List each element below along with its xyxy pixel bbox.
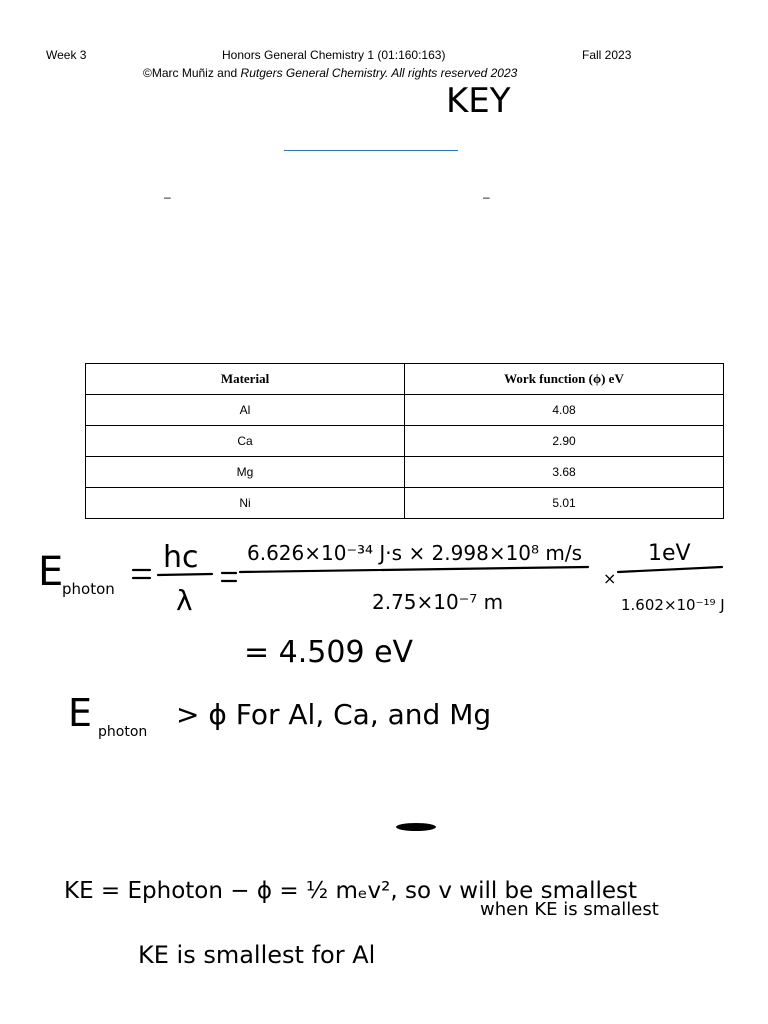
eq1-conv-num: 1eV	[648, 541, 691, 566]
eq3-line1: KE = Ephoton − ϕ = ½ mₑv², so v will be smallest	[64, 878, 638, 904]
blank-dash-1: –	[164, 190, 171, 204]
equals-sign	[133, 570, 150, 578]
cell-material: Ni	[86, 488, 405, 519]
cell-phi: 4.08	[405, 395, 724, 426]
eq2-rest: > ϕ For Al, Ca, and Mg	[176, 698, 492, 731]
eq1-denominator: 2.75×10⁻⁷ m	[372, 590, 504, 614]
col-header-work-function: Work function (ϕ) eV	[405, 364, 724, 395]
times-sign: ×	[603, 569, 617, 588]
equals-sign	[222, 573, 236, 581]
eq1-lhs-sub: photon	[62, 580, 115, 598]
fraction-bar	[240, 567, 588, 572]
blank-dash-2: –	[483, 190, 490, 204]
eq1-hc: hc	[163, 540, 199, 575]
fraction-bar	[618, 567, 722, 572]
copyright-prefix: ©Marc Muñiz and	[143, 66, 241, 80]
col-header-material: Material	[86, 364, 405, 395]
eq1-numerator: 6.626×10⁻³⁴ J·s × 2.998×10⁸ m/s	[247, 541, 583, 565]
eq2-lhs: E	[68, 691, 93, 735]
eq3-line2: when KE is smallest	[480, 899, 659, 920]
cell-phi: 2.90	[405, 426, 724, 457]
eq1-lambda: λ	[176, 584, 193, 617]
cell-phi: 5.01	[405, 488, 724, 519]
header-course: Honors General Chemistry 1 (01:160:163)	[222, 48, 446, 62]
cell-phi: 3.68	[405, 457, 724, 488]
header-week: Week 3	[46, 48, 87, 62]
cell-material: Ca	[86, 426, 405, 457]
marker-dash	[396, 823, 436, 831]
eq2-sub: photon	[98, 724, 148, 740]
copyright-italic: Rutgers General Chemistry. All rights reserved 2023	[240, 66, 518, 80]
eq4: KE is smallest for Al	[138, 941, 376, 969]
header-term: Fall 2023	[582, 48, 632, 62]
eq1-lhs: E	[38, 549, 64, 595]
cell-material: Mg	[86, 457, 405, 488]
fraction-bar	[158, 574, 212, 575]
cell-material: Al	[86, 395, 405, 426]
eq1-conv-den: 1.602×10⁻¹⁹ J	[621, 596, 725, 614]
key-label: KEY	[446, 81, 511, 121]
eq1-result: = 4.509 eV	[244, 635, 414, 670]
